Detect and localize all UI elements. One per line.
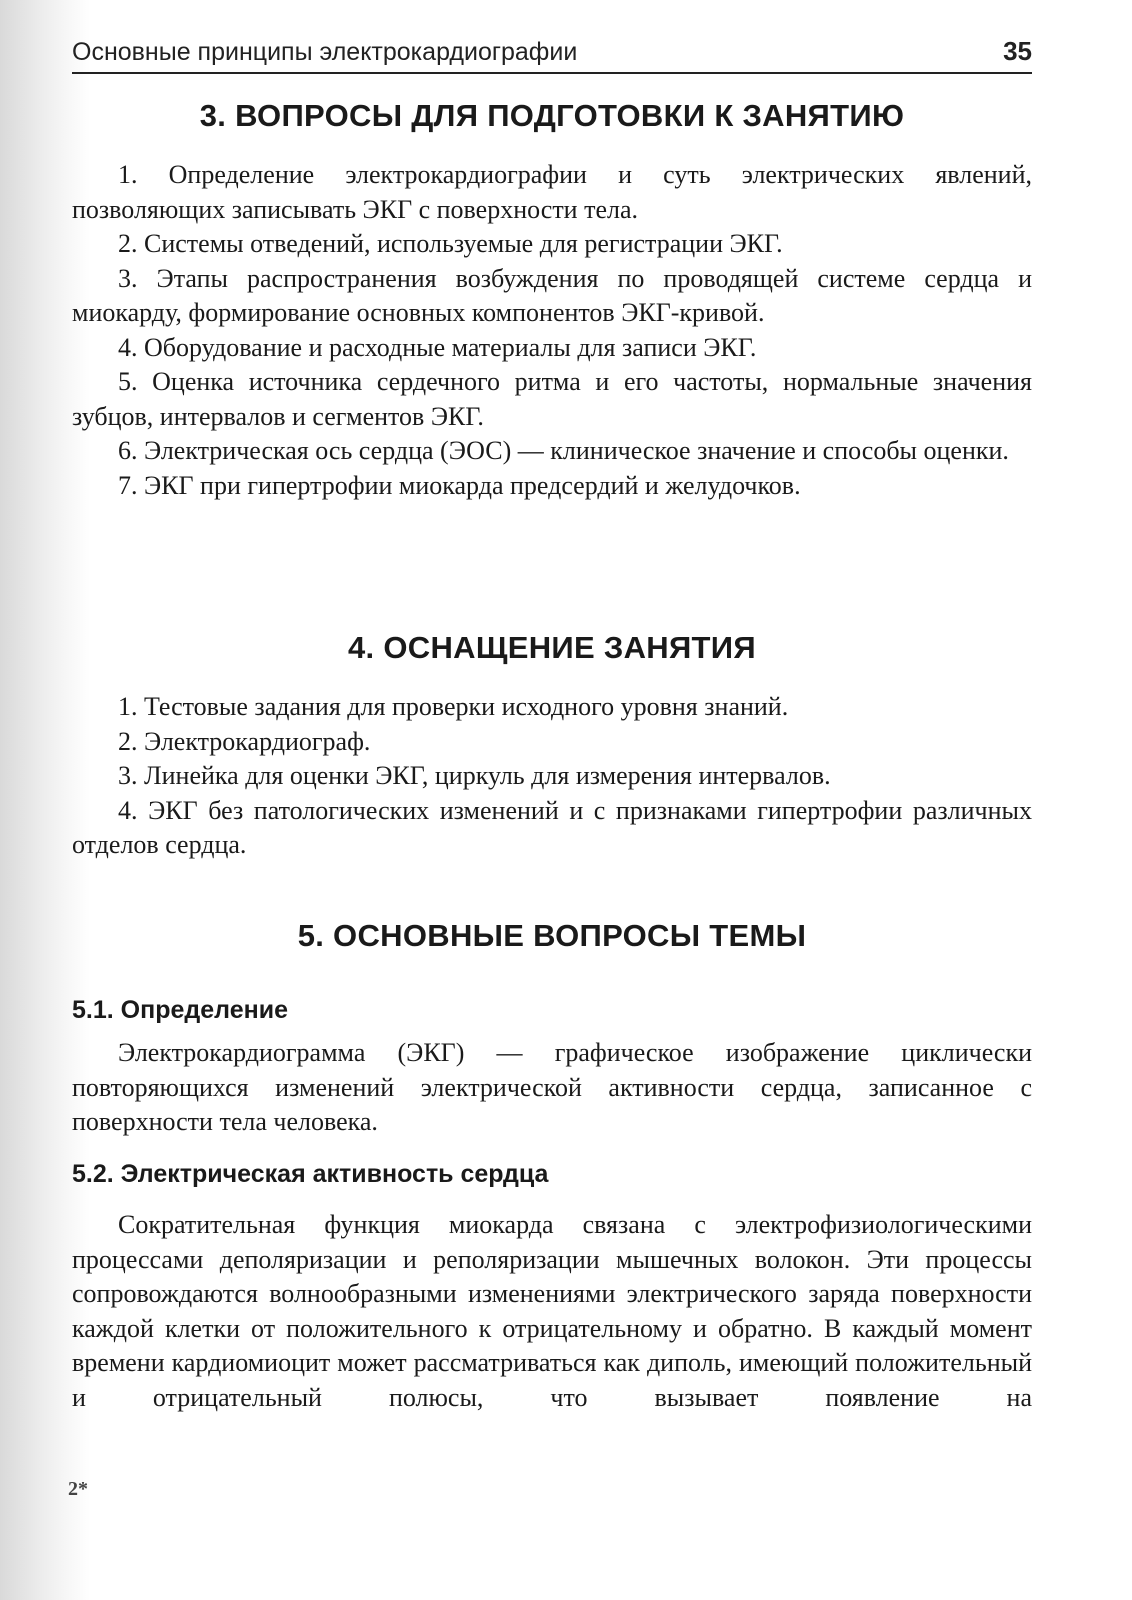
list-item: 3. Этапы распространения возбуждения по проводящей системе сердца и миокарду, формирование основных компонентов ЭКГ-кривой. xyxy=(72,263,1032,327)
list-item: 2. Электрокардиограф. xyxy=(118,726,371,756)
section-3-list xyxy=(72,158,1032,503)
list-item: 6. Электрическая ось сердца (ЭОС) — клиническое значение и способы оценки. xyxy=(118,436,1009,465)
running-header xyxy=(72,36,1032,74)
list-item: 5. Оценка источника сердечного ритма и его частоты, нормальные значения зубцов, интервалов и сегментов ЭКГ. xyxy=(72,367,1032,431)
section-4-heading: 4. ОСНАЩЕНИЕ ЗАНЯТИЯ xyxy=(348,630,756,665)
subsection-5-1-heading: 5.1. Определение xyxy=(72,996,288,1024)
subsection-5-2-heading: 5.2. Электрическая активность сердца xyxy=(72,1160,549,1188)
running-header-title: Основные принципы электрокардиографии xyxy=(72,38,578,66)
list-item: 4. ЭКГ без патологических изменений и с признаками гипертрофии различных отделов сердца. xyxy=(72,795,1032,859)
paragraph: Электрокардиограмма (ЭКГ) — графическое изображение циклически повторяющихся изменений электрической активности сердца, записанное с поверхности тела человека. xyxy=(72,1038,1032,1136)
page-number: 35 xyxy=(1003,36,1032,66)
paragraph: Сократительная функция миокарда связана с электрофизиологическими процессами деполяризации и реполяризации мышечных волокон. Эти процессы сопровождаются волнообразными изменениями электрического заряда поверхности каждой клетки от положительного к отрицательному и обратно. В каждый момент времени кардиомиоцит может рассматриваться как диполь, имеющий положительный и отрицательный полюсы, что вызывает появление на xyxy=(72,1210,1032,1412)
list-item: 2. Системы отведений, используемые для регистрации ЭКГ. xyxy=(118,229,783,258)
signature-mark: 2* xyxy=(68,1478,88,1500)
list-item: 3. Линейка для оценки ЭКГ, циркуль для измерения интервалов. xyxy=(118,761,831,790)
list-item: 1. Тестовые задания для проверки исходного уровня знаний. xyxy=(118,692,789,721)
list-item: 7. ЭКГ при гипертрофии миокарда предсердий и желудочков. xyxy=(118,470,801,500)
section-5-heading: 5. ОСНОВНЫЕ ВОПРОСЫ ТЕМЫ xyxy=(297,918,807,953)
subsection-5-2-body xyxy=(72,1208,1032,1415)
list-item: 4. Оборудование и расходные материалы для записи ЭКГ. xyxy=(118,332,757,362)
section-4-list xyxy=(72,690,1032,863)
list-item: 1. Определение электрокардиографии и суть электрических явлений, позволяющих записывать ЭКГ с поверхности тела. xyxy=(72,160,1032,224)
section-3-heading: 3. ВОПРОСЫ ДЛЯ ПОДГОТОВКИ К ЗАНЯТИЮ xyxy=(199,98,905,133)
subsection-5-1-body xyxy=(72,1036,1032,1140)
